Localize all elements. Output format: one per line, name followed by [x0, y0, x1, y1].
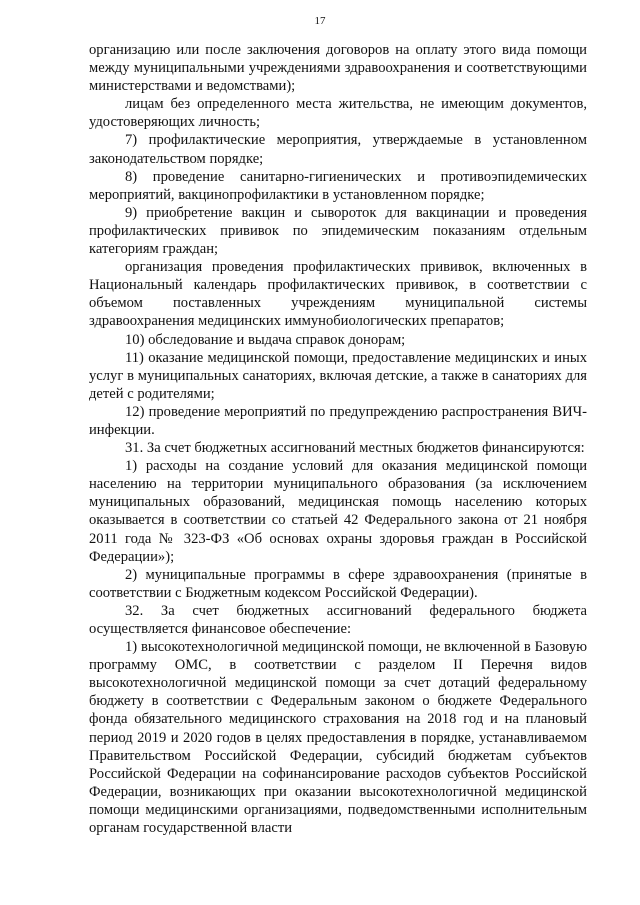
paragraph: организацию или после заключения договоров на оплату этого вида помощи между муниципальными учреждениями здравоохранения и соответствующими министерствами и ведомствами); [89, 42, 587, 95]
paragraph: 1) высокотехнологичной медицинской помощи, не включенной в Базовую программу ОМС, в соответствии с разделом II Перечня видов высокотехнологичной медицинской помощи за счет дотаций федеральному бюджету в соответствии с Федеральным законом о бюджете Федерального фонда обязательного медицинского страхования на 2018 год и на плановый период 2019 и 2020 годов в целях предоставления в порядке, устанавливаемом Правительством Российской Федерации, субсидий бюджетам субъектов Российской Федерации на софинансирование расходов субъектов Российской Федерации, возникающих при оказании высокотехнологичной медицинской помощи медицинскими организациями, подведомственными исполнительным органам государственной власти [89, 639, 587, 837]
paragraph: 31. За счет бюджетных ассигнований местных бюджетов финансируются: [125, 440, 585, 457]
paragraph: 9) приобретение вакцин и сывороток для вакцинации и проведения профилактических прививок по эпидемическим показаниям отдельным категориям граждан; [89, 204, 587, 258]
paragraph: 10) обследование и выдача справок донорам; [125, 331, 406, 348]
paragraph: 12) проведение мероприятий по предупреждению распространения ВИЧ-инфекции. [89, 403, 587, 438]
paragraph: 8) проведение санитарно-гигиенических и противоэпидемических мероприятий, вакцинопрофилактики в установленном порядке; [89, 168, 587, 203]
paragraph: 11) оказание медицинской помощи, предоставление медицинских и иных услуг в муниципальных санаториях, включая детские, а также в санаториях для детей с родителями; [89, 349, 587, 402]
paragraph: 2) муниципальные программы в сфере здравоохранения (принятые в соответствии с Бюджетным кодексом Российской Федерации). [89, 566, 587, 601]
paragraph: организация проведения профилактических прививок, включенных в Национальный календарь профилактических прививок, в соответствии с объемом поставленных учреждениям муниципальной системы здравоохранения медицинских иммунобиологических препаратов; [89, 259, 587, 330]
paragraph: лицам без определенного места жительства, не имеющим документов, удостоверяющих личность; [89, 96, 587, 131]
document-body [89, 41, 587, 837]
paragraph: 7) профилактические мероприятия, утверждаемые в установленном законодательством порядке; [89, 132, 587, 167]
paragraph: 1) расходы на создание условий для оказания медицинской помощи населению на территории муниципального образования (за исключением муниципальных образований, медицинская помощь населению которых оказывается в соответствии со статьей 42 Федерального закона от 21 ноября 2011 года № 323-ФЗ «Об основах охраны здоровья граждан в Российской Федерации»); [89, 458, 587, 565]
paragraph: 32. За счет бюджетных ассигнований федерального бюджета осуществляется финансовое обеспечение: [89, 602, 587, 637]
page-number: 17 [314, 15, 326, 27]
